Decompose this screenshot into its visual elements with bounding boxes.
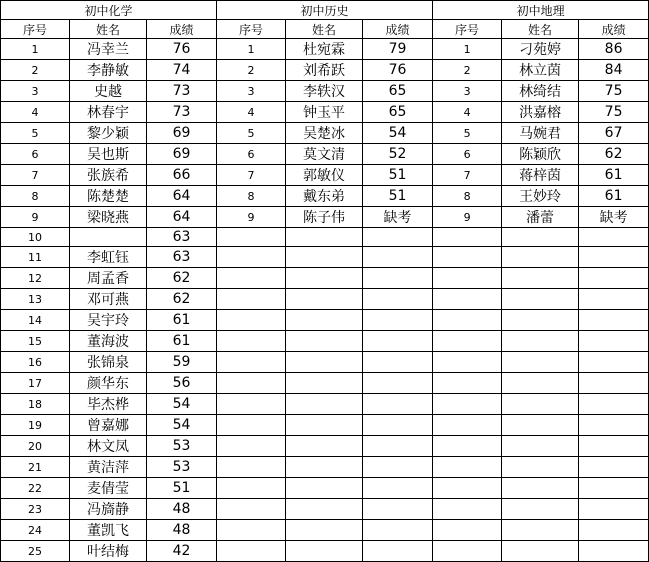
- cell-index: 9: [433, 207, 502, 228]
- cell-index: 10: [1, 228, 70, 247]
- cell-score: 62: [579, 144, 649, 165]
- table-row: [1, 102, 649, 123]
- cell-name: 曾嘉娜: [70, 415, 147, 436]
- cell-name: [286, 247, 363, 268]
- cell-index: [217, 436, 286, 457]
- cell-name: [286, 436, 363, 457]
- cell-index: [433, 394, 502, 415]
- cell-score: [579, 457, 649, 478]
- cell-score: 54: [363, 123, 433, 144]
- table-row: [1, 144, 649, 165]
- column-header-name: 姓名: [286, 20, 363, 39]
- column-header-index: 序号: [1, 20, 70, 39]
- table-row: [1, 247, 649, 268]
- table-row: [1, 415, 649, 436]
- cell-score: [579, 541, 649, 562]
- table-row: [1, 478, 649, 499]
- cell-index: 23: [1, 499, 70, 520]
- cell-name: 戴东弟: [286, 186, 363, 207]
- cell-index: 14: [1, 310, 70, 331]
- column-header-score: 成绩: [579, 20, 649, 39]
- cell-index: 1: [1, 39, 70, 60]
- cell-index: [433, 247, 502, 268]
- cell-index: [433, 268, 502, 289]
- cell-name: [502, 247, 579, 268]
- cell-name: [502, 499, 579, 520]
- cell-index: 6: [217, 144, 286, 165]
- cell-name: 黎少颖: [70, 123, 147, 144]
- column-header-row: [1, 20, 649, 39]
- cell-score: [363, 541, 433, 562]
- table-row: [1, 123, 649, 144]
- cell-score: 53: [147, 436, 217, 457]
- cell-index: 15: [1, 331, 70, 352]
- cell-name: 张族希: [70, 165, 147, 186]
- cell-name: [286, 499, 363, 520]
- table-row: [1, 541, 649, 562]
- cell-index: [217, 457, 286, 478]
- cell-score: 54: [147, 394, 217, 415]
- cell-score: 76: [363, 60, 433, 81]
- cell-name: 张锦泉: [70, 352, 147, 373]
- cell-index: 22: [1, 478, 70, 499]
- cell-index: 18: [1, 394, 70, 415]
- cell-name: 林绮结: [502, 81, 579, 102]
- cell-name: 陈楚楚: [70, 186, 147, 207]
- cell-score: [363, 457, 433, 478]
- cell-name: 吴宇玲: [70, 310, 147, 331]
- cell-name: 杜宛霖: [286, 39, 363, 60]
- cell-name: [286, 457, 363, 478]
- cell-index: 6: [1, 144, 70, 165]
- cell-score: 59: [147, 352, 217, 373]
- cell-score: [579, 228, 649, 247]
- cell-score: 63: [147, 247, 217, 268]
- table-body: [1, 39, 649, 562]
- cell-index: 4: [433, 102, 502, 123]
- cell-score: [363, 415, 433, 436]
- cell-index: [433, 415, 502, 436]
- cell-index: 5: [433, 123, 502, 144]
- cell-index: 4: [217, 102, 286, 123]
- cell-name: 陈颖欣: [502, 144, 579, 165]
- cell-score: [363, 247, 433, 268]
- cell-score: 79: [363, 39, 433, 60]
- cell-index: [433, 289, 502, 310]
- cell-score: [579, 394, 649, 415]
- cell-score: 67: [579, 123, 649, 144]
- cell-name: [502, 394, 579, 415]
- cell-index: [217, 247, 286, 268]
- cell-index: [217, 541, 286, 562]
- cell-index: [217, 310, 286, 331]
- table-row: [1, 186, 649, 207]
- cell-name: 蒋梓茵: [502, 165, 579, 186]
- cell-name: 吴楚冰: [286, 123, 363, 144]
- subject-title-geography: 初中地理: [433, 1, 649, 20]
- cell-name: 李静敏: [70, 60, 147, 81]
- cell-score: [363, 268, 433, 289]
- cell-name: [286, 373, 363, 394]
- cell-index: 9: [1, 207, 70, 228]
- cell-score: 63: [147, 228, 217, 247]
- cell-index: 4: [1, 102, 70, 123]
- cell-name: 冯幸兰: [70, 39, 147, 60]
- cell-name: 林文凤: [70, 436, 147, 457]
- cell-name: 梁晓燕: [70, 207, 147, 228]
- cell-name: 麦倩莹: [70, 478, 147, 499]
- cell-score: 51: [363, 186, 433, 207]
- cell-name: [502, 228, 579, 247]
- cell-index: 9: [217, 207, 286, 228]
- cell-name: 邓可燕: [70, 289, 147, 310]
- table-row: [1, 499, 649, 520]
- cell-score: 61: [579, 165, 649, 186]
- cell-score: [363, 331, 433, 352]
- cell-score: [363, 228, 433, 247]
- cell-index: 13: [1, 289, 70, 310]
- table-row: [1, 268, 649, 289]
- cell-index: 2: [217, 60, 286, 81]
- cell-name: 董海波: [70, 331, 147, 352]
- cell-score: 65: [363, 102, 433, 123]
- cell-score: 61: [579, 186, 649, 207]
- cell-name: [286, 289, 363, 310]
- cell-index: [433, 352, 502, 373]
- cell-index: [217, 415, 286, 436]
- cell-name: 陈子伟: [286, 207, 363, 228]
- cell-score: [363, 352, 433, 373]
- cell-index: 11: [1, 247, 70, 268]
- cell-index: [217, 352, 286, 373]
- cell-name: 董凯飞: [70, 520, 147, 541]
- cell-index: [217, 289, 286, 310]
- cell-index: 7: [1, 165, 70, 186]
- cell-name: [286, 478, 363, 499]
- cell-score: 56: [147, 373, 217, 394]
- cell-index: 1: [433, 39, 502, 60]
- cell-name: [502, 331, 579, 352]
- cell-score: 51: [147, 478, 217, 499]
- cell-index: 25: [1, 541, 70, 562]
- cell-name: 莫文清: [286, 144, 363, 165]
- cell-name: 叶结梅: [70, 541, 147, 562]
- subject-header-row: [1, 1, 649, 20]
- cell-score: [363, 436, 433, 457]
- cell-score: [579, 289, 649, 310]
- cell-name: [502, 478, 579, 499]
- cell-index: [217, 268, 286, 289]
- cell-name: [286, 415, 363, 436]
- cell-score: [579, 373, 649, 394]
- cell-score: [579, 268, 649, 289]
- cell-score: [579, 478, 649, 499]
- cell-index: 5: [1, 123, 70, 144]
- table-row: [1, 310, 649, 331]
- cell-score: [579, 310, 649, 331]
- cell-score: [363, 499, 433, 520]
- cell-name: 林立茵: [502, 60, 579, 81]
- table-row: [1, 331, 649, 352]
- cell-score: [579, 331, 649, 352]
- cell-name: [502, 373, 579, 394]
- cell-index: [217, 394, 286, 415]
- cell-score: 62: [147, 268, 217, 289]
- cell-index: 7: [217, 165, 286, 186]
- cell-score: 54: [147, 415, 217, 436]
- cell-index: [433, 228, 502, 247]
- column-header-name: 姓名: [70, 20, 147, 39]
- cell-score: 69: [147, 144, 217, 165]
- cell-name: [286, 394, 363, 415]
- cell-score: 86: [579, 39, 649, 60]
- cell-score: 62: [147, 289, 217, 310]
- cell-name: [502, 457, 579, 478]
- column-header-name: 姓名: [502, 20, 579, 39]
- cell-score: 51: [363, 165, 433, 186]
- cell-score: [363, 373, 433, 394]
- cell-name: [286, 228, 363, 247]
- cell-index: [433, 331, 502, 352]
- cell-name: [502, 541, 579, 562]
- cell-index: 8: [433, 186, 502, 207]
- cell-name: [286, 331, 363, 352]
- cell-name: 史越: [70, 81, 147, 102]
- column-header-score: 成绩: [147, 20, 217, 39]
- cell-index: [433, 310, 502, 331]
- cell-score: 48: [147, 520, 217, 541]
- cell-score: [579, 415, 649, 436]
- cell-index: 20: [1, 436, 70, 457]
- cell-name: [502, 310, 579, 331]
- cell-score: [363, 394, 433, 415]
- cell-index: [433, 457, 502, 478]
- cell-score: 69: [147, 123, 217, 144]
- cell-name: 毕杰桦: [70, 394, 147, 415]
- cell-name: [286, 268, 363, 289]
- cell-index: 2: [433, 60, 502, 81]
- cell-score: [363, 520, 433, 541]
- cell-name: 马婉君: [502, 123, 579, 144]
- cell-index: [433, 436, 502, 457]
- cell-name: 吴也斯: [70, 144, 147, 165]
- cell-index: [217, 499, 286, 520]
- cell-name: 郭敏仪: [286, 165, 363, 186]
- cell-index: 16: [1, 352, 70, 373]
- cell-score: [363, 310, 433, 331]
- cell-index: 3: [1, 81, 70, 102]
- cell-index: [433, 478, 502, 499]
- cell-index: 12: [1, 268, 70, 289]
- cell-name: [286, 310, 363, 331]
- cell-index: 5: [217, 123, 286, 144]
- cell-score: 42: [147, 541, 217, 562]
- cell-score: 61: [147, 331, 217, 352]
- cell-score: 65: [363, 81, 433, 102]
- cell-score: [579, 499, 649, 520]
- cell-index: [433, 520, 502, 541]
- cell-index: 8: [1, 186, 70, 207]
- cell-score: 64: [147, 186, 217, 207]
- cell-index: 3: [217, 81, 286, 102]
- cell-name: [286, 352, 363, 373]
- cell-score: 75: [579, 81, 649, 102]
- cell-score: 48: [147, 499, 217, 520]
- cell-index: [217, 478, 286, 499]
- cell-score: 61: [147, 310, 217, 331]
- cell-index: [433, 541, 502, 562]
- column-header-index: 序号: [217, 20, 286, 39]
- cell-score: [363, 478, 433, 499]
- cell-name: [502, 436, 579, 457]
- cell-name: 洪嘉榕: [502, 102, 579, 123]
- table-row: [1, 520, 649, 541]
- cell-score: [579, 436, 649, 457]
- cell-score: 64: [147, 207, 217, 228]
- subject-title-chemistry: 初中化学: [1, 1, 217, 20]
- cell-name: 钟玉平: [286, 102, 363, 123]
- cell-score: 73: [147, 102, 217, 123]
- cell-score: 76: [147, 39, 217, 60]
- cell-name: [502, 415, 579, 436]
- table-row: [1, 165, 649, 186]
- cell-index: [433, 499, 502, 520]
- table-row: [1, 207, 649, 228]
- cell-index: 6: [433, 144, 502, 165]
- cell-index: 3: [433, 81, 502, 102]
- cell-name: 刘希跃: [286, 60, 363, 81]
- cell-name: 王妙玲: [502, 186, 579, 207]
- table-row: [1, 436, 649, 457]
- cell-name: [70, 228, 147, 247]
- cell-score: 缺考: [363, 207, 433, 228]
- table-row: [1, 373, 649, 394]
- cell-index: 7: [433, 165, 502, 186]
- cell-name: [286, 520, 363, 541]
- column-header-score: 成绩: [363, 20, 433, 39]
- cell-index: 8: [217, 186, 286, 207]
- cell-score: 74: [147, 60, 217, 81]
- table-row: [1, 81, 649, 102]
- cell-index: 17: [1, 373, 70, 394]
- cell-name: 林春宇: [70, 102, 147, 123]
- table-row: [1, 457, 649, 478]
- cell-score: 75: [579, 102, 649, 123]
- cell-score: 53: [147, 457, 217, 478]
- cell-name: 黄洁萍: [70, 457, 147, 478]
- cell-name: 李虹钰: [70, 247, 147, 268]
- table-row: [1, 394, 649, 415]
- cell-score: [363, 289, 433, 310]
- cell-index: [217, 520, 286, 541]
- cell-name: [502, 268, 579, 289]
- table-row: [1, 352, 649, 373]
- cell-score: [579, 352, 649, 373]
- cell-score: [579, 247, 649, 268]
- table-row: [1, 39, 649, 60]
- table-row: [1, 228, 649, 247]
- cell-index: [217, 228, 286, 247]
- cell-index: [217, 331, 286, 352]
- table-row: [1, 60, 649, 81]
- cell-name: [502, 289, 579, 310]
- cell-name: [502, 520, 579, 541]
- cell-name: 周孟香: [70, 268, 147, 289]
- cell-score: 84: [579, 60, 649, 81]
- cell-index: 19: [1, 415, 70, 436]
- cell-score: 缺考: [579, 207, 649, 228]
- cell-name: 潘蕾: [502, 207, 579, 228]
- cell-name: 冯旖静: [70, 499, 147, 520]
- table-row: [1, 289, 649, 310]
- cell-name: 刁苑婷: [502, 39, 579, 60]
- cell-name: 李轶汉: [286, 81, 363, 102]
- cell-name: [502, 352, 579, 373]
- cell-name: 颜华东: [70, 373, 147, 394]
- cell-index: 1: [217, 39, 286, 60]
- cell-name: [286, 541, 363, 562]
- cell-index: 21: [1, 457, 70, 478]
- cell-index: [433, 373, 502, 394]
- cell-score: 73: [147, 81, 217, 102]
- cell-index: 2: [1, 60, 70, 81]
- cell-index: 24: [1, 520, 70, 541]
- subject-title-history: 初中历史: [217, 1, 433, 20]
- cell-score: 66: [147, 165, 217, 186]
- column-header-index: 序号: [433, 20, 502, 39]
- cell-score: 52: [363, 144, 433, 165]
- cell-index: [217, 373, 286, 394]
- cell-score: [579, 520, 649, 541]
